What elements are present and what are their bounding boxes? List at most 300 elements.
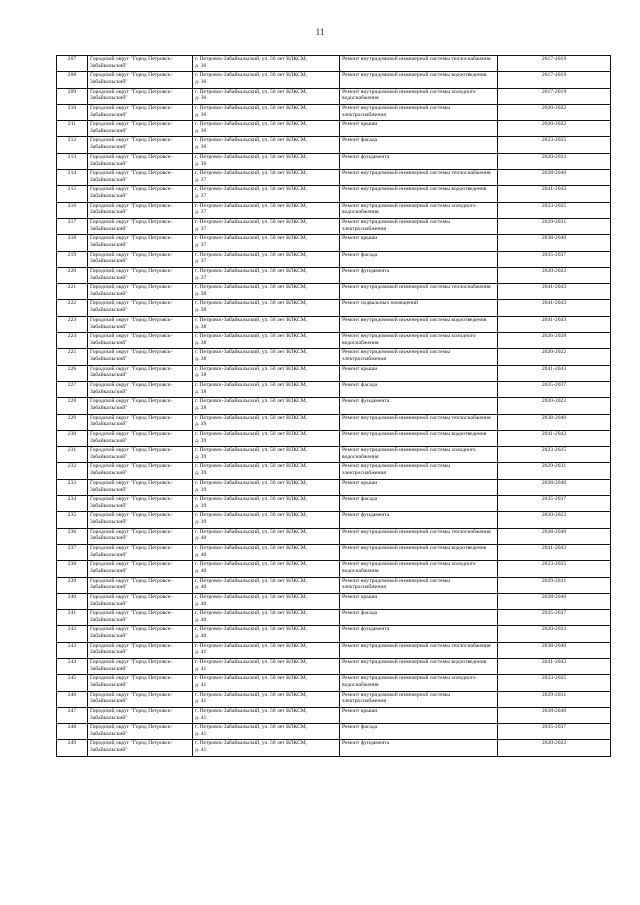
address-cell <box>193 724 340 740</box>
row-number: 233 <box>57 479 88 495</box>
planned-period-cell: 2035-2037 <box>498 724 611 740</box>
table-row <box>57 561 611 577</box>
municipality-cell: Городской округ "Город Петровск-Забайкальский" <box>88 593 193 609</box>
planned-period-cell: 2035-2037 <box>498 251 611 267</box>
address-house: д. 37 <box>195 258 207 265</box>
table-row <box>57 544 611 560</box>
planned-period-cell: 2038-2040 <box>498 593 611 609</box>
planned-period-cell: 2038-2040 <box>498 414 611 430</box>
address-house: д. 37 <box>195 176 207 183</box>
address-street: г. Петровск-Забайкальский, ул. 50 лет ВЛКСМ, <box>195 121 308 128</box>
row-number: 220 <box>57 267 88 283</box>
municipality-cell: Городской округ "Город Петровск-Забайкальский" <box>88 72 193 88</box>
work-type-cell: Ремонт подвальных помещений <box>340 300 498 316</box>
planned-period-cell: 2023-2025 <box>498 561 611 577</box>
row-number: 226 <box>57 365 88 381</box>
table-row <box>57 642 611 658</box>
address-cell <box>193 365 340 381</box>
address-cell <box>193 675 340 691</box>
address-cell <box>193 153 340 169</box>
row-number: 247 <box>57 707 88 723</box>
work-type-cell: Ремонт фундамента <box>340 740 498 756</box>
planned-period-cell: 2020-2022 <box>498 267 611 283</box>
address-street: г. Петровск-Забайкальский, ул. 50 лет ВЛКСМ, <box>195 430 308 437</box>
work-type-cell: Ремонт фасада <box>340 251 498 267</box>
address-street: г. Петровск-Забайкальский, ул. 50 лет ВЛКСМ, <box>195 218 308 225</box>
work-type-cell: Ремонт внутридомовой инженерной системы водоотведения <box>340 544 498 560</box>
address-street: г. Петровск-Забайкальский, ул. 50 лет ВЛКСМ, <box>195 577 308 584</box>
table-row <box>57 675 611 691</box>
address-street: г. Петровск-Забайкальский, ул. 50 лет ВЛКСМ, <box>195 447 308 454</box>
address-cell <box>193 577 340 593</box>
work-type-cell: Ремонт внутридомовой инженерной системы электроснабжения <box>340 349 498 365</box>
row-number: 238 <box>57 561 88 577</box>
address-street: г. Петровск-Забайкальский, ул. 50 лет ВЛКСМ, <box>195 284 308 291</box>
municipality-cell: Городской округ "Город Петровск-Забайкальский" <box>88 577 193 593</box>
planned-period-cell: 2038-2040 <box>498 642 611 658</box>
work-type-cell: Ремонт внутридомовой инженерной системы водоотведения <box>340 72 498 88</box>
address-house: д. 38 <box>195 356 207 363</box>
row-number: 239 <box>57 577 88 593</box>
row-number: 232 <box>57 463 88 479</box>
address-street: г. Петровск-Забайкальский, ул. 50 лет ВЛКСМ, <box>195 137 308 144</box>
row-number: 234 <box>57 496 88 512</box>
table-row <box>57 740 611 756</box>
address-street: г. Петровск-Забайкальский, ул. 50 лет ВЛКСМ, <box>195 349 308 356</box>
row-number: 214 <box>57 170 88 186</box>
address-street: г. Петровск-Забайкальский, ул. 50 лет ВЛКСМ, <box>195 642 308 649</box>
planned-period-cell: 2020-2022 <box>498 512 611 528</box>
work-type-cell: Ремонт внутридомовой инженерной системы теплоснабжения <box>340 642 498 658</box>
address-street: г. Петровск-Забайкальский, ул. 50 лет ВЛКСМ, <box>195 381 308 388</box>
address-house: д. 41 <box>195 649 207 656</box>
row-number: 230 <box>57 430 88 446</box>
work-type-cell: Ремонт внутридомовой инженерной системы холодного водоснабжения <box>340 675 498 691</box>
address-street: г. Петровск-Забайкальский, ул. 50 лет ВЛКСМ, <box>195 740 308 747</box>
planned-period-cell: 2041-2043 <box>498 186 611 202</box>
table-row <box>57 430 611 446</box>
table-row <box>57 626 611 642</box>
address-house: д. 39 <box>195 502 207 509</box>
municipality-cell: Городской округ "Город Петровск-Забайкальский" <box>88 658 193 674</box>
row-number: 211 <box>57 121 88 137</box>
address-house: д. 36 <box>195 111 207 118</box>
table-row <box>57 658 611 674</box>
address-cell <box>193 202 340 218</box>
address-house: д. 40 <box>195 600 207 607</box>
planned-period-cell: 2023-2025 <box>498 447 611 463</box>
work-type-cell: Ремонт фасада <box>340 496 498 512</box>
address-cell <box>193 691 340 707</box>
planned-period-cell: 2035-2037 <box>498 610 611 626</box>
municipality-cell: Городской округ "Город Петровск-Забайкальский" <box>88 447 193 463</box>
planned-period-cell: 2029-2031 <box>498 577 611 593</box>
work-type-cell: Ремонт крыши <box>340 121 498 137</box>
municipality-cell: Городской округ "Город Петровск-Забайкальский" <box>88 544 193 560</box>
address-street: г. Петровск-Забайкальский, ул. 50 лет ВЛКСМ, <box>195 610 308 617</box>
planned-period-cell: 2020-2022 <box>498 398 611 414</box>
municipality-cell: Городской округ "Город Петровск-Забайкальский" <box>88 121 193 137</box>
address-house: д. 40 <box>195 584 207 591</box>
planned-period-cell: 2041-2043 <box>498 316 611 332</box>
address-cell <box>193 707 340 723</box>
address-house: д. 36 <box>195 79 207 86</box>
address-house: д. 37 <box>195 242 207 249</box>
table-row <box>57 121 611 137</box>
table-row <box>57 202 611 218</box>
municipality-cell: Городской округ "Город Петровск-Забайкальский" <box>88 463 193 479</box>
planned-period-cell: 2041-2043 <box>498 544 611 560</box>
address-cell <box>193 121 340 137</box>
work-type-cell: Ремонт внутридомовой инженерной системы холодного водоснабжения <box>340 88 498 104</box>
planned-period-cell: 2023-2025 <box>498 202 611 218</box>
municipality-cell: Городской округ "Город Петровск-Забайкальский" <box>88 479 193 495</box>
municipality-cell: Городской округ "Город Петровск-Забайкальский" <box>88 300 193 316</box>
address-street: г. Петровск-Забайкальский, ул. 50 лет ВЛКСМ, <box>195 398 308 405</box>
table-row <box>57 349 611 365</box>
address-street: г. Петровск-Забайкальский, ул. 50 лет ВЛКСМ, <box>195 544 308 551</box>
address-street: г. Петровск-Забайкальский, ул. 50 лет ВЛКСМ, <box>195 496 308 503</box>
address-cell <box>193 333 340 349</box>
table-row <box>57 104 611 120</box>
address-house: д. 37 <box>195 225 207 232</box>
address-cell <box>193 170 340 186</box>
row-number: 210 <box>57 104 88 120</box>
address-street: г. Петровск-Забайкальский, ул. 50 лет ВЛКСМ, <box>195 561 308 568</box>
work-type-cell: Ремонт фасада <box>340 610 498 626</box>
municipality-cell: Городской округ "Город Петровск-Забайкальский" <box>88 235 193 251</box>
address-cell <box>193 218 340 234</box>
planned-period-cell: 2026-2028 <box>498 333 611 349</box>
address-street: г. Петровск-Забайкальский, ул. 50 лет ВЛКСМ, <box>195 170 308 177</box>
address-street: г. Петровск-Забайкальский, ул. 50 лет ВЛКСМ, <box>195 186 308 193</box>
work-type-cell: Ремонт крыши <box>340 707 498 723</box>
municipality-cell: Городской округ "Город Петровск-Забайкальский" <box>88 88 193 104</box>
table-row <box>57 724 611 740</box>
row-number: 218 <box>57 235 88 251</box>
municipality-cell: Городской округ "Город Петровск-Забайкальский" <box>88 251 193 267</box>
planned-period-cell: 2041-2043 <box>498 365 611 381</box>
row-number: 229 <box>57 414 88 430</box>
work-type-cell: Ремонт внутридомовой инженерной системы теплоснабжения <box>340 528 498 544</box>
planned-period-cell: 2038-2040 <box>498 235 611 251</box>
address-cell <box>193 414 340 430</box>
table-row <box>57 153 611 169</box>
planned-period-cell: 2038-2040 <box>498 170 611 186</box>
table-row <box>57 414 611 430</box>
address-house: д. 39 <box>195 470 207 477</box>
address-house: д. 41 <box>195 682 207 689</box>
planned-period-cell: 2035-2037 <box>498 381 611 397</box>
municipality-cell: Городской округ "Город Петровск-Забайкальский" <box>88 675 193 691</box>
row-number: 212 <box>57 137 88 153</box>
work-type-cell: Ремонт крыши <box>340 365 498 381</box>
address-cell <box>193 463 340 479</box>
address-street: г. Петровск-Забайкальский, ул. 50 лет ВЛКСМ, <box>195 724 308 731</box>
address-street: г. Петровск-Забайкальский, ул. 50 лет ВЛКСМ, <box>195 512 308 519</box>
planned-period-cell: 2020-2022 <box>498 626 611 642</box>
municipality-cell: Городской округ "Город Петровск-Забайкальский" <box>88 316 193 332</box>
address-cell <box>193 561 340 577</box>
planned-period-cell: 2038-2040 <box>498 707 611 723</box>
address-street: г. Петровск-Забайкальский, ул. 50 лет ВЛКСМ, <box>195 56 308 62</box>
planned-period-cell: 2023-2025 <box>498 675 611 691</box>
row-number: 223 <box>57 316 88 332</box>
address-house: д. 40 <box>195 616 207 623</box>
table-row <box>57 512 611 528</box>
address-street: г. Петровск-Забайкальский, ул. 50 лет ВЛКСМ, <box>195 528 308 535</box>
municipality-cell: Городской округ "Город Петровск-Забайкальский" <box>88 349 193 365</box>
work-type-cell: Ремонт внутридомовой инженерной системы электроснабжения <box>340 463 498 479</box>
planned-period-cell: 2020-2022 <box>498 121 611 137</box>
row-number: 209 <box>57 88 88 104</box>
work-type-cell: Ремонт фундамента <box>340 267 498 283</box>
table-body <box>57 56 611 757</box>
planned-period-cell: 2041-2043 <box>498 300 611 316</box>
address-cell <box>193 398 340 414</box>
municipality-cell: Городской округ "Город Петровск-Забайкальский" <box>88 561 193 577</box>
row-number: 240 <box>57 593 88 609</box>
address-street: г. Петровск-Забайкальский, ул. 50 лет ВЛКСМ, <box>195 593 308 600</box>
address-house: д. 36 <box>195 95 207 102</box>
row-number: 245 <box>57 675 88 691</box>
work-type-cell: Ремонт фасада <box>340 137 498 153</box>
table-row <box>57 398 611 414</box>
address-cell <box>193 300 340 316</box>
planned-period-cell: 2029-2031 <box>498 691 611 707</box>
table-row <box>57 381 611 397</box>
municipality-cell: Городской округ "Город Петровск-Забайкальский" <box>88 740 193 756</box>
work-type-cell: Ремонт внутридомовой инженерной системы электроснабжения <box>340 691 498 707</box>
row-number: 213 <box>57 153 88 169</box>
work-type-cell: Ремонт фундамента <box>340 398 498 414</box>
table-row <box>57 56 611 72</box>
address-house: д. 39 <box>195 486 207 493</box>
repair-schedule-table <box>56 55 611 757</box>
planned-period-cell: 2041-2043 <box>498 658 611 674</box>
municipality-cell: Городской округ "Город Петровск-Забайкальский" <box>88 137 193 153</box>
municipality-cell: Городской округ "Город Петровск-Забайкальский" <box>88 626 193 642</box>
address-street: г. Петровск-Забайкальский, ул. 50 лет ВЛКСМ, <box>195 104 308 111</box>
row-number: 222 <box>57 300 88 316</box>
table-row <box>57 235 611 251</box>
municipality-cell: Городской округ "Город Петровск-Забайкальский" <box>88 186 193 202</box>
address-street: г. Петровск-Забайкальский, ул. 50 лет ВЛКСМ, <box>195 414 308 421</box>
planned-period-cell: 2017-2019 <box>498 88 611 104</box>
address-street: г. Петровск-Забайкальский, ул. 50 лет ВЛКСМ, <box>195 251 308 258</box>
address-house: д. 37 <box>195 209 207 216</box>
address-house: д. 37 <box>195 193 207 200</box>
address-cell <box>193 496 340 512</box>
address-house: д. 40 <box>195 568 207 574</box>
address-cell <box>193 626 340 642</box>
row-number: 243 <box>57 642 88 658</box>
table-row <box>57 496 611 512</box>
address-house: д. 38 <box>195 372 207 379</box>
work-type-cell: Ремонт фундамента <box>340 626 498 642</box>
address-cell <box>193 251 340 267</box>
address-street: г. Петровск-Забайкальский, ул. 50 лет ВЛКСМ, <box>195 235 308 242</box>
municipality-cell: Городской округ "Город Петровск-Забайкальский" <box>88 170 193 186</box>
address-cell <box>193 381 340 397</box>
table-row <box>57 316 611 332</box>
row-number: 215 <box>57 186 88 202</box>
address-house: д. 36 <box>195 62 207 69</box>
work-type-cell: Ремонт фундамента <box>340 153 498 169</box>
address-street: г. Петровск-Забайкальский, ул. 50 лет ВЛКСМ, <box>195 365 308 372</box>
municipality-cell: Городской округ "Город Петровск-Забайкальский" <box>88 218 193 234</box>
address-cell <box>193 610 340 626</box>
row-number: 219 <box>57 251 88 267</box>
address-cell <box>193 658 340 674</box>
table-row <box>57 186 611 202</box>
work-type-cell: Ремонт крыши <box>340 479 498 495</box>
work-type-cell: Ремонт фасада <box>340 724 498 740</box>
row-number: 246 <box>57 691 88 707</box>
table-row <box>57 284 611 300</box>
address-street: г. Петровск-Забайкальский, ул. 50 лет ВЛКСМ, <box>195 333 308 340</box>
table-row <box>57 707 611 723</box>
address-house: д. 41 <box>195 698 207 705</box>
address-cell <box>193 593 340 609</box>
row-number: 231 <box>57 447 88 463</box>
address-house: д. 41 <box>195 665 207 672</box>
address-house: д. 40 <box>195 551 207 558</box>
planned-period-cell: 2020-2022 <box>498 740 611 756</box>
address-house: д. 38 <box>195 290 207 297</box>
address-street: г. Петровск-Забайкальский, ул. 50 лет ВЛКСМ, <box>195 72 308 79</box>
address-house: д. 37 <box>195 274 207 281</box>
row-number: 242 <box>57 626 88 642</box>
municipality-cell: Городской округ "Город Петровск-Забайкальский" <box>88 707 193 723</box>
address-house: д. 36 <box>195 160 207 167</box>
address-cell <box>193 642 340 658</box>
address-street: г. Петровск-Забайкальский, ул. 50 лет ВЛКСМ, <box>195 463 308 470</box>
address-cell <box>193 186 340 202</box>
table-row <box>57 528 611 544</box>
row-number: 224 <box>57 333 88 349</box>
row-number: 248 <box>57 724 88 740</box>
row-number: 221 <box>57 284 88 300</box>
address-street: г. Петровск-Забайкальский, ул. 50 лет ВЛКСМ, <box>195 300 308 307</box>
row-number: 227 <box>57 381 88 397</box>
table-row <box>57 479 611 495</box>
address-street: г. Петровск-Забайкальский, ул. 50 лет ВЛКСМ, <box>195 153 308 160</box>
municipality-cell: Городской округ "Город Петровск-Забайкальский" <box>88 56 193 72</box>
row-number: 237 <box>57 544 88 560</box>
planned-period-cell: 2035-2037 <box>498 496 611 512</box>
table-row <box>57 447 611 463</box>
work-type-cell: Ремонт внутридомовой инженерной системы электроснабжения <box>340 577 498 593</box>
table-row <box>57 218 611 234</box>
work-type-cell: Ремонт фасада <box>340 381 498 397</box>
municipality-cell: Городской округ "Город Петровск-Забайкальский" <box>88 153 193 169</box>
address-cell <box>193 740 340 756</box>
address-street: г. Петровск-Забайкальский, ул. 50 лет ВЛКСМ, <box>195 479 308 486</box>
municipality-cell: Городской округ "Город Петровск-Забайкальский" <box>88 267 193 283</box>
municipality-cell: Городской округ "Город Петровск-Забайкальский" <box>88 430 193 446</box>
municipality-cell: Городской округ "Город Петровск-Забайкальский" <box>88 398 193 414</box>
address-house: д. 39 <box>195 453 207 460</box>
address-house: д. 41 <box>195 730 207 737</box>
municipality-cell: Городской округ "Город Петровск-Забайкальский" <box>88 381 193 397</box>
row-number: 228 <box>57 398 88 414</box>
row-number: 216 <box>57 202 88 218</box>
address-house: д. 39 <box>195 421 207 428</box>
address-cell <box>193 544 340 560</box>
work-type-cell: Ремонт внутридомовой инженерной системы водоотведения <box>340 430 498 446</box>
address-cell <box>193 56 340 72</box>
municipality-cell: Городской округ "Город Петровск-Забайкальский" <box>88 642 193 658</box>
table-row <box>57 251 611 267</box>
address-cell <box>193 512 340 528</box>
address-house: д. 38 <box>195 307 207 314</box>
planned-period-cell: 2020-2022 <box>498 349 611 365</box>
address-cell <box>193 88 340 104</box>
work-type-cell: Ремонт внутридомовой инженерной системы холодного водоснабжения <box>340 333 498 349</box>
address-street: г. Петровск-Забайкальский, ул. 50 лет ВЛКСМ, <box>195 316 308 323</box>
address-cell <box>193 235 340 251</box>
address-house: д. 36 <box>195 127 207 134</box>
row-number: 236 <box>57 528 88 544</box>
address-cell <box>193 72 340 88</box>
table-row <box>57 72 611 88</box>
municipality-cell: Городской округ "Город Петровск-Забайкальский" <box>88 414 193 430</box>
page-number: 11 <box>315 27 325 37</box>
municipality-cell: Городской округ "Город Петровск-Забайкальский" <box>88 104 193 120</box>
planned-period-cell: 2029-2031 <box>498 218 611 234</box>
address-house: д. 40 <box>195 535 207 542</box>
planned-period-cell: 2041-2043 <box>498 430 611 446</box>
address-street: г. Петровск-Забайкальский, ул. 50 лет ВЛКСМ, <box>195 202 308 209</box>
address-house: д. 41 <box>195 714 207 721</box>
row-number: 225 <box>57 349 88 365</box>
address-house: д. 38 <box>195 388 207 395</box>
address-house: д. 39 <box>195 437 207 444</box>
address-street: г. Петровск-Забайкальский, ул. 50 лет ВЛКСМ, <box>195 88 308 95</box>
table-row <box>57 137 611 153</box>
work-type-cell: Ремонт внутридомовой инженерной системы водоотведения <box>340 658 498 674</box>
address-house: д. 41 <box>195 747 207 754</box>
work-type-cell: Ремонт внутридомовой инженерной системы холодного водоснабжения <box>340 202 498 218</box>
address-cell <box>193 430 340 446</box>
table-row <box>57 463 611 479</box>
table-row <box>57 691 611 707</box>
work-type-cell: Ремонт внутридомовой инженерной системы водоотведения <box>340 186 498 202</box>
address-house: д. 40 <box>195 633 207 640</box>
municipality-cell: Городской округ "Город Петровск-Забайкальский" <box>88 610 193 626</box>
address-cell <box>193 447 340 463</box>
work-type-cell: Ремонт внутридомовой инженерной системы холодного водоснабжения <box>340 447 498 463</box>
municipality-cell: Городской округ "Город Петровск-Забайкальский" <box>88 202 193 218</box>
address-cell <box>193 479 340 495</box>
municipality-cell: Городской округ "Город Петровск-Забайкальский" <box>88 528 193 544</box>
address-house: д. 38 <box>195 323 207 330</box>
planned-period-cell: 2020-2022 <box>498 153 611 169</box>
address-street: г. Петровск-Забайкальский, ул. 50 лет ВЛКСМ, <box>195 707 308 714</box>
address-cell <box>193 349 340 365</box>
work-type-cell: Ремонт крыши <box>340 593 498 609</box>
address-house: д. 38 <box>195 405 207 412</box>
municipality-cell: Городской округ "Город Петровск-Забайкальский" <box>88 365 193 381</box>
table-row <box>57 300 611 316</box>
work-type-cell: Ремонт внутридомовой инженерной системы теплоснабжения <box>340 284 498 300</box>
work-type-cell: Ремонт внутридомовой инженерной системы водоотведения <box>340 316 498 332</box>
planned-period-cell: 2041-2043 <box>498 284 611 300</box>
municipality-cell: Городской округ "Город Петровск-Забайкальский" <box>88 496 193 512</box>
address-house: д. 36 <box>195 144 207 151</box>
municipality-cell: Городской округ "Город Петровск-Забайкальский" <box>88 333 193 349</box>
